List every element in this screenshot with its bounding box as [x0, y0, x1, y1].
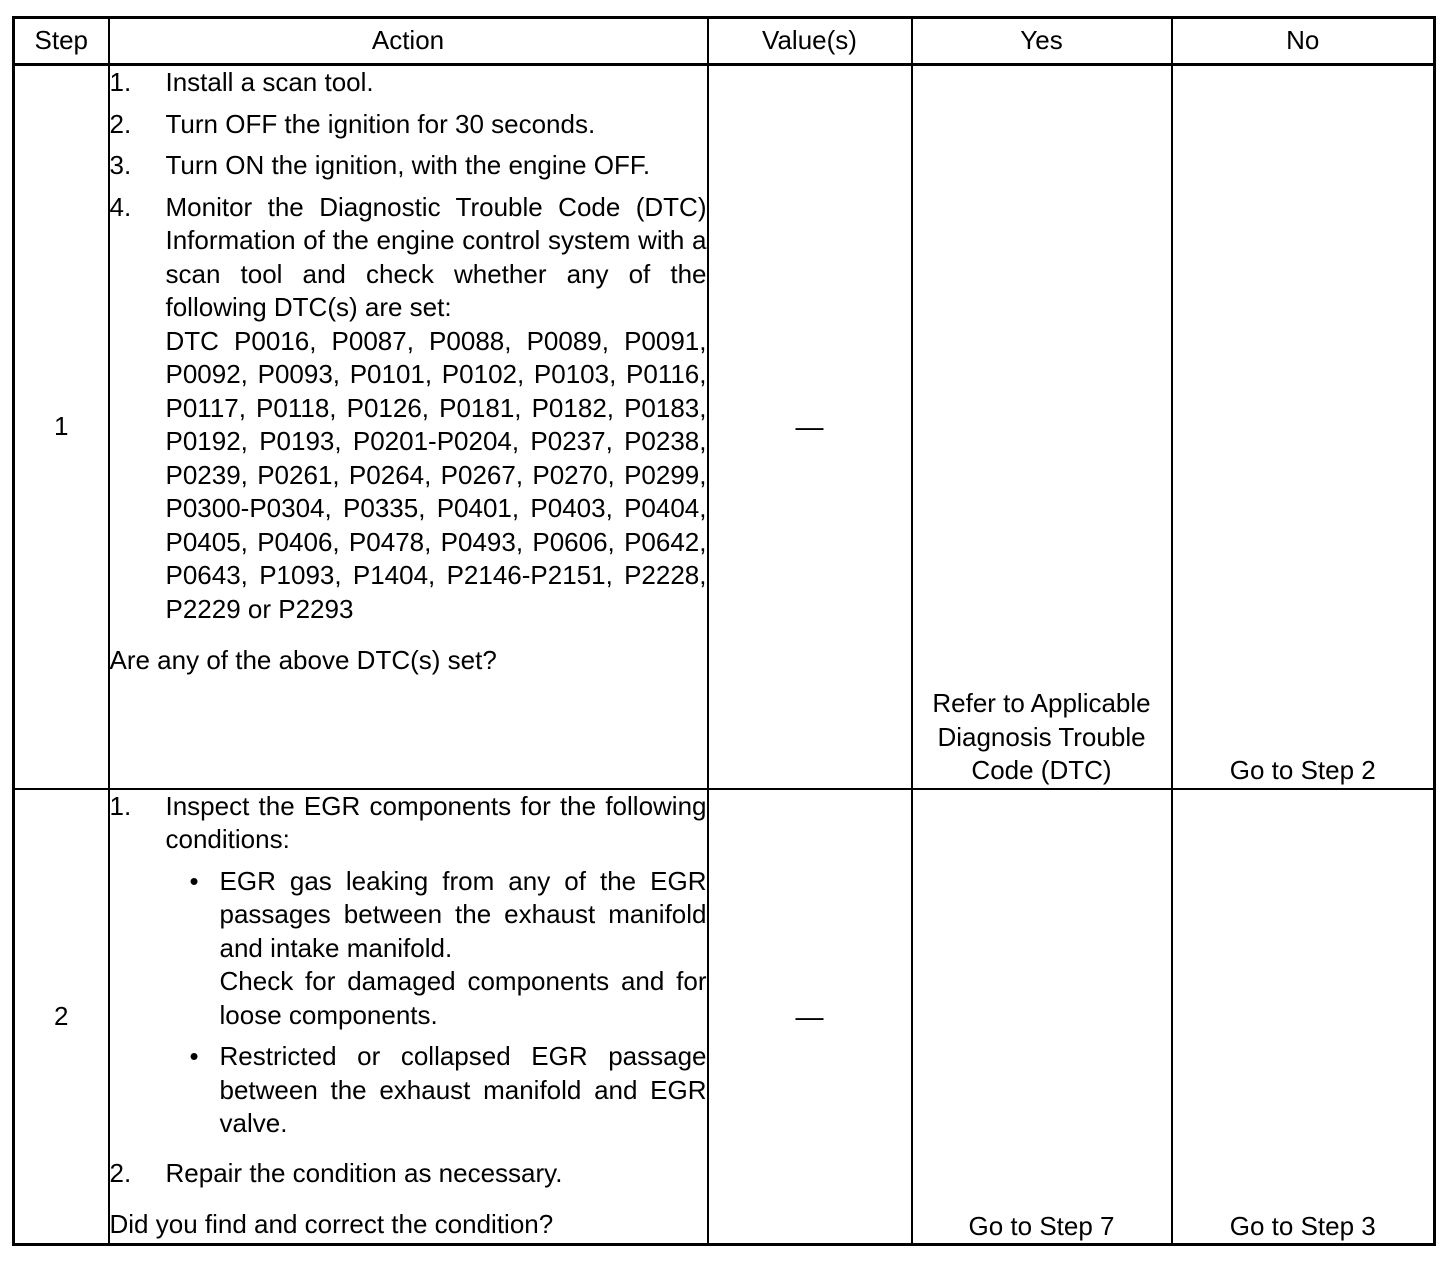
item-number: 1.	[109, 790, 132, 821]
item-text: Turn OFF the ignition for 30 seconds.	[165, 108, 596, 139]
bullet-icon: •	[189, 1041, 199, 1072]
step-number: 2	[14, 789, 109, 1245]
bullet-text: EGR gas leaking from any of the EGR passages between the exhaust manifold and intake manifold.	[219, 865, 707, 963]
item-number: 1.	[109, 67, 132, 98]
header-yes: Yes	[912, 18, 1172, 65]
step-number: 1	[14, 65, 109, 789]
item-text: Turn ON the ignition, with the engine OFF.	[165, 150, 651, 181]
action-item	[110, 191, 707, 627]
item-number: 4.	[109, 191, 132, 222]
diagnostic-table	[12, 16, 1436, 1246]
bullet-item	[190, 865, 707, 1033]
value-cell: —	[708, 789, 912, 1245]
action-item	[110, 790, 707, 1149]
table-header-row	[14, 18, 1435, 65]
bullet-text: Restricted or collapsed EGR passage between the exhaust manifold and EGR valve.	[219, 1041, 707, 1139]
bullet-item	[190, 1040, 707, 1141]
bullet-text-group	[220, 865, 707, 1033]
action-cell	[109, 65, 708, 789]
item-number: 2.	[109, 108, 132, 139]
action-item	[110, 1157, 707, 1191]
item-text: Inspect the EGR components for the following conditions:	[165, 790, 707, 855]
item-text-group	[166, 191, 707, 627]
value-cell: —	[708, 65, 912, 789]
item-text: Monitor the Diagnostic Trouble Code (DTC) Information of the engine control system with a scan tool and check whether any of the following DTC(s) are set:	[165, 191, 707, 323]
bullet-extra-text: Check for damaged components and for loose components.	[219, 966, 707, 1030]
header-no: No	[1172, 18, 1435, 65]
no-result: Go to Step 3	[1172, 789, 1435, 1245]
header-action: Action	[109, 18, 708, 65]
no-result: Go to Step 2	[1172, 65, 1435, 789]
item-text: Install a scan tool.	[165, 67, 374, 98]
yes-result: Go to Step 7	[912, 789, 1172, 1245]
item-number: 3.	[109, 150, 132, 181]
action-item	[110, 108, 707, 142]
action-item	[110, 149, 707, 183]
item-number: 2.	[109, 1157, 132, 1188]
table-row	[14, 789, 1435, 1245]
dtc-list: DTC P0016, P0087, P0088, P0089, P0091, P0092, P0093, P0101, P0102, P0103, P0116, P0117, P0118, P0126, P0181, P0182, P0183, P0192, P0193, P0201-P0204, P0237, P0238, P0239, P0261, P0264, P0267, P0270, P0299, P0300-P0304, P0335, P0401, P0403, P0404, P0405, P0406, P0478, P0493, P0606, P0642, P0643, P1093, P1404, P2146-P2151, P2228, P2229 or P2293	[165, 325, 707, 624]
step-question: Are any of the above DTC(s) set?	[109, 645, 497, 676]
bullet-icon: •	[189, 865, 199, 896]
header-step: Step	[14, 18, 109, 65]
header-values: Value(s)	[708, 18, 912, 65]
table-row	[14, 65, 1435, 789]
yes-result: Refer to Applicable Diagnosis Trouble Code (DTC)	[912, 65, 1172, 789]
item-text-group	[166, 790, 707, 1149]
item-text: Repair the condition as necessary.	[165, 1157, 563, 1188]
action-item	[110, 66, 707, 100]
action-cell	[109, 789, 708, 1245]
step-question: Did you find and correct the condition?	[109, 1209, 554, 1240]
